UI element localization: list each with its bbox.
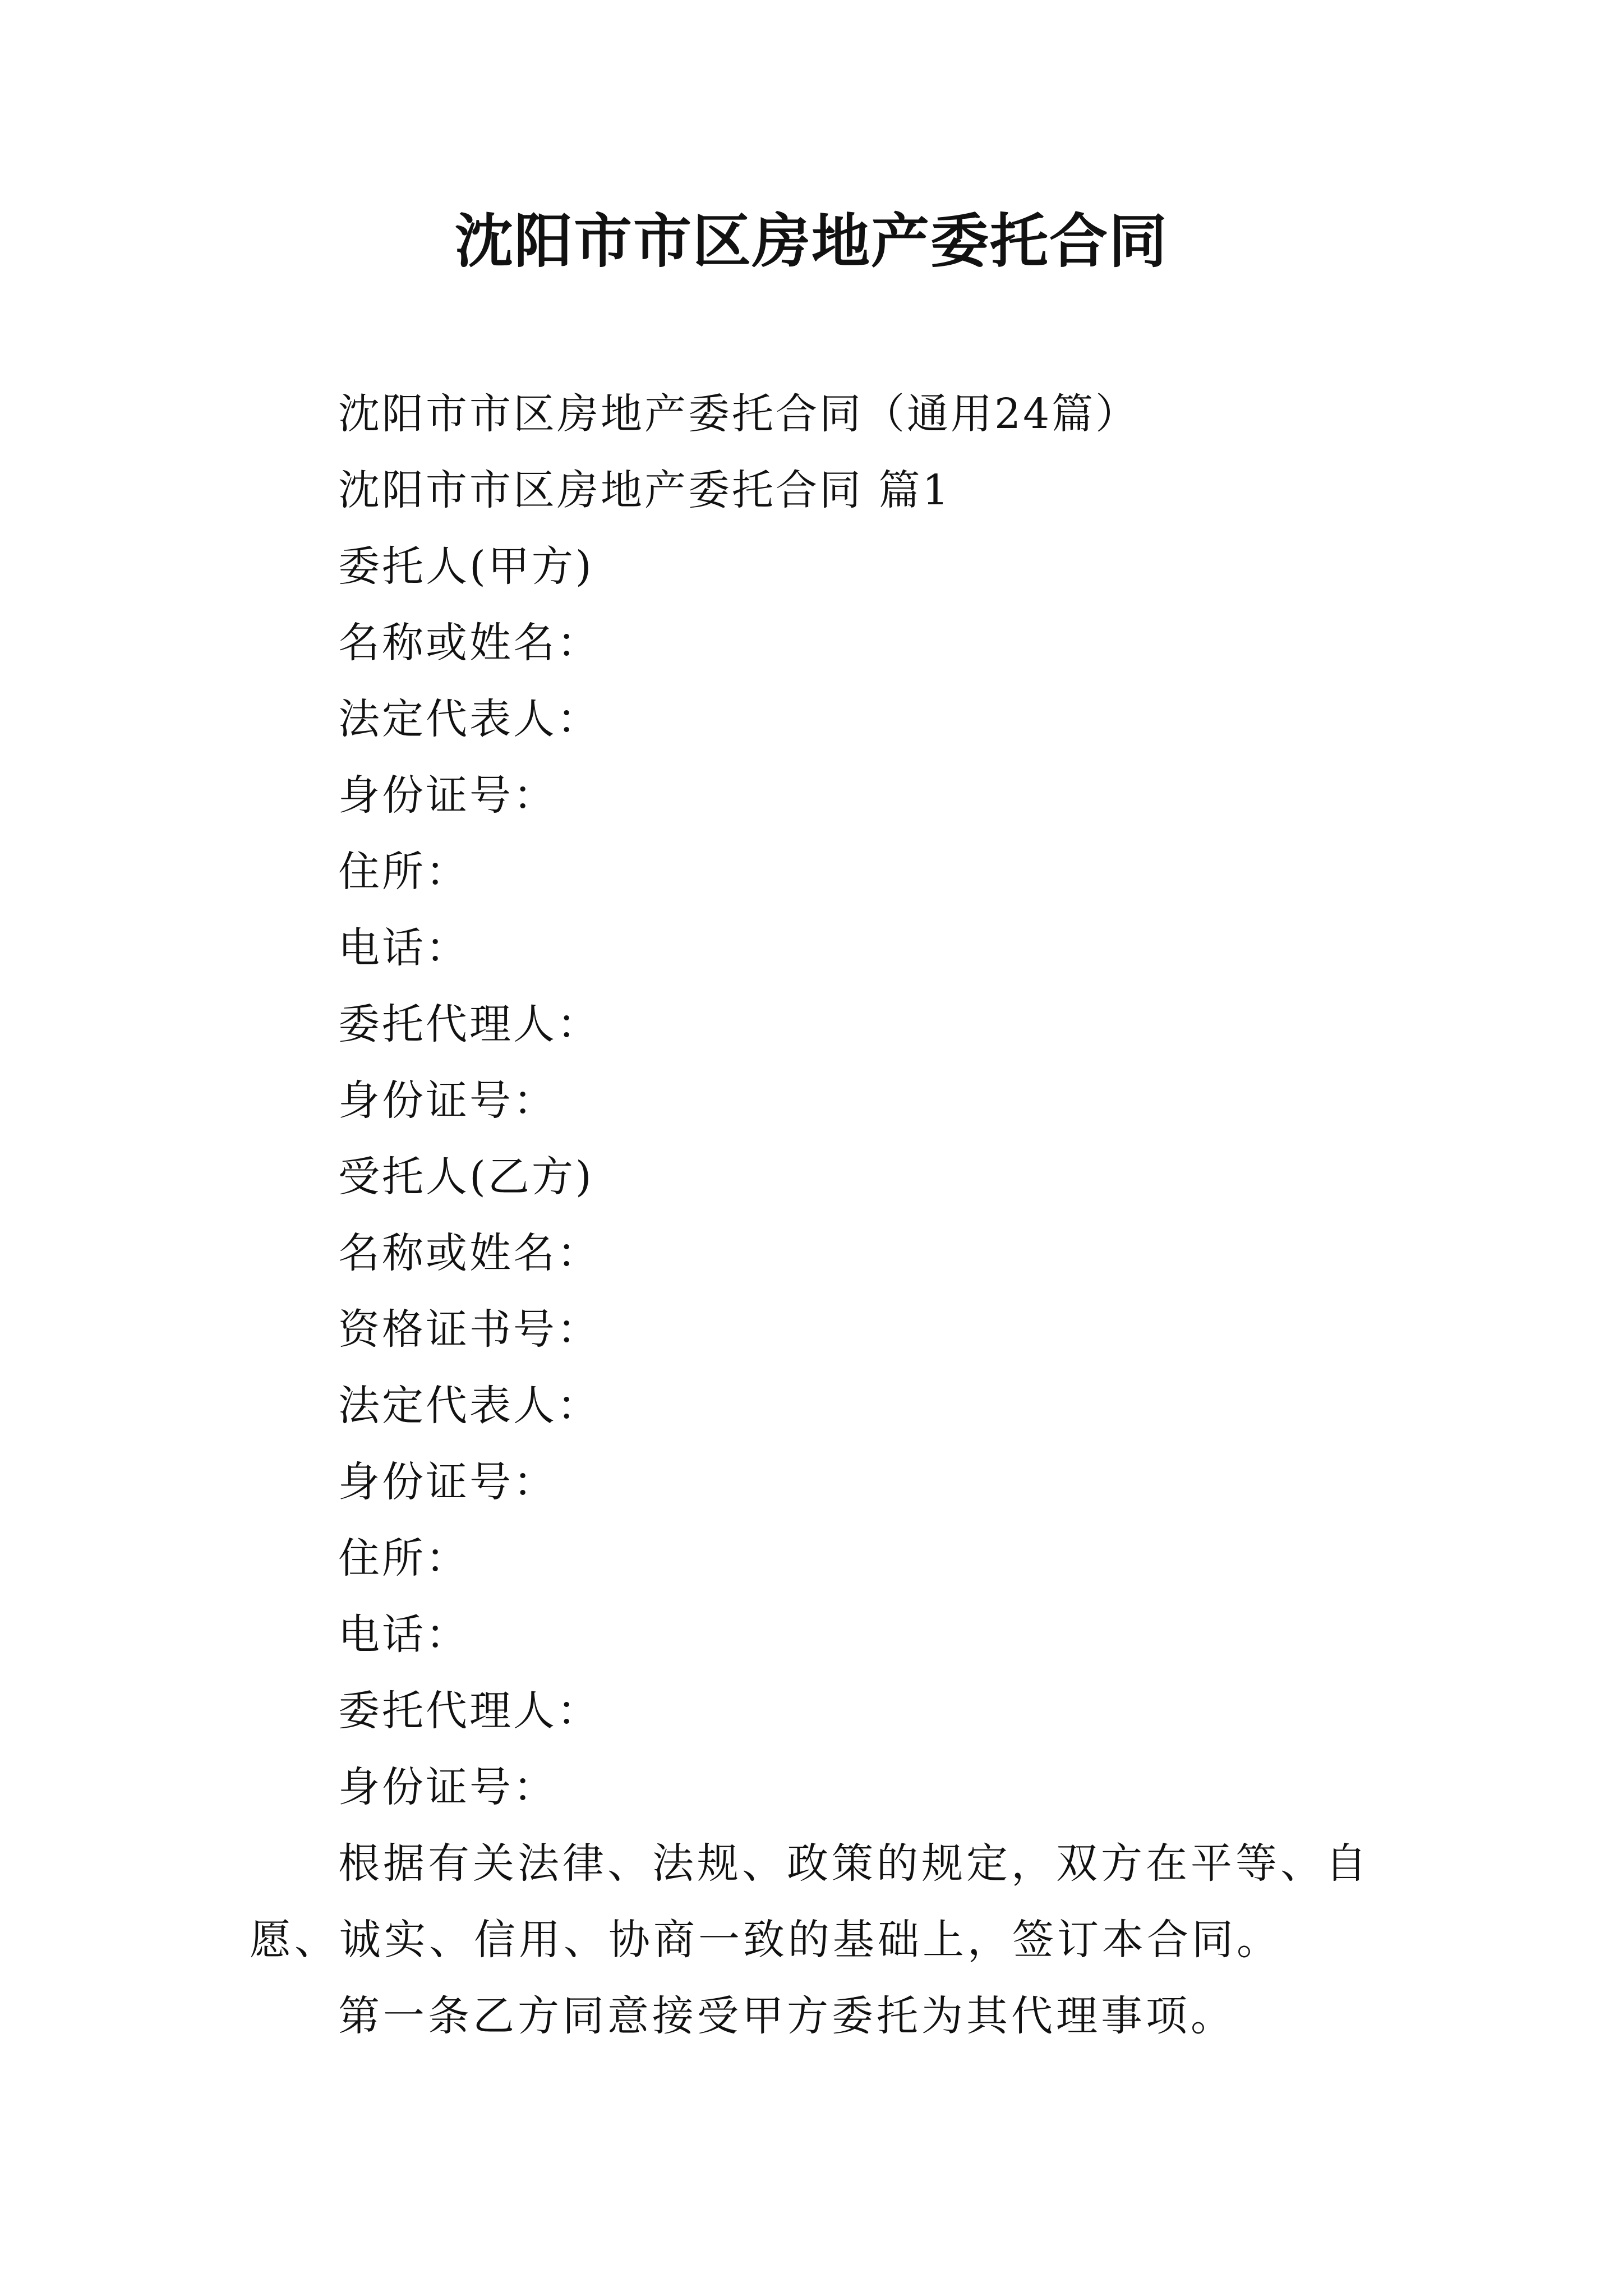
party-b-legal-rep-field: 法定代表人： [338, 1382, 601, 1430]
section-heading: 沈阳市市区房地产委托合同 篇1 [338, 466, 951, 514]
party-a-phone-field: 电话： [338, 924, 469, 972]
party-a-agent-id-field: 身份证号： [338, 1076, 557, 1125]
party-a-name-field: 名称或姓名： [338, 619, 601, 667]
party-b-phone-field: 电话： [338, 1611, 469, 1659]
article-1-paragraph: 第一条乙方同意接受甲方委托为其代理事项。 [338, 1992, 1235, 2040]
party-a-agent-field: 委托代理人： [338, 1000, 601, 1048]
party-b-agent-id-field: 身份证号： [338, 1763, 557, 1811]
party-a-legal-rep-field: 法定代表人： [338, 695, 601, 743]
party-b-agent-field: 委托代理人： [338, 1687, 601, 1735]
party-b-heading: 受托人(乙方) [338, 1153, 594, 1201]
party-b-id-field: 身份证号： [338, 1458, 557, 1506]
document-title: 沈阳市市区房地产委托合同 [454, 206, 1168, 275]
party-b-certificate-field: 资格证书号： [338, 1305, 601, 1354]
subtitle-line: 沈阳市市区房地产委托合同（通用24篇） [338, 390, 1140, 438]
party-a-id-field: 身份证号： [338, 771, 557, 820]
party-a-heading: 委托人(甲方) [338, 542, 594, 591]
party-b-address-field: 住所： [338, 1534, 469, 1582]
party-a-address-field: 住所： [338, 848, 469, 896]
preamble-paragraph: 根据有关法律、法规、政策的规定，双方在平等、自愿、诚实、信用、协商一致的基础上，签订本合同。 [250, 1839, 1370, 1964]
document-body [250, 376, 1399, 2054]
party-b-name-field: 名称或姓名： [338, 1229, 601, 1277]
